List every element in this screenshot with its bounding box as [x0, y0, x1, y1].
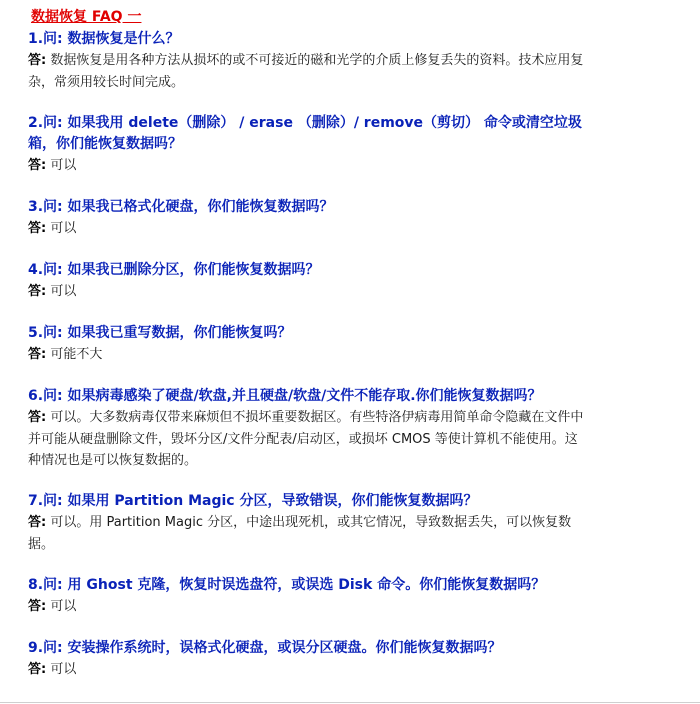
faq-item: [28, 323, 588, 366]
faq-question: 8.问: 用 Ghost 克隆，恢复时误选盘符，或误选 Disk 命令。你们能恢复数据吗？: [28, 577, 546, 593]
faq-question: 4.问: 如果我已删除分区，你们能恢复数据吗？: [28, 262, 320, 278]
faq-question: 6.问: 如果病毒感染了硬盘/软盘,并且硬盘/软盘/文件不能存取.你们能恢复数据吗？: [28, 388, 542, 404]
answer-text: 数据恢复是用各种方法从损坏的或不可接近的磁和光学的介质上修复丢失的资料。技术应用复杂，常须用较长时间完成。: [28, 53, 584, 90]
faq-question: 3.问: 如果我已格式化硬盘，你们能恢复数据吗？: [28, 199, 334, 215]
faq-item: [28, 386, 588, 472]
answer-text: 可能不大: [50, 347, 103, 362]
faq-answer: [28, 512, 588, 555]
faq-question: 7.问: 如果用 Partition Magic 分区，导致错误，你们能恢复数据吗？: [28, 493, 478, 509]
faq-answer: [28, 50, 588, 93]
faq-answer: [28, 155, 588, 177]
faq-item: [28, 260, 588, 303]
answer-prefix: 答:: [28, 515, 47, 530]
faq-answer: [28, 344, 588, 366]
answer-prefix: 答:: [28, 599, 47, 614]
answer-text: 可以: [50, 158, 77, 173]
faq-answer: [28, 596, 588, 618]
page-title: 数据恢复 FAQ 一: [31, 9, 142, 25]
answer-prefix: 答:: [28, 410, 47, 425]
answer-text: 可以: [50, 284, 77, 299]
faq-question: 2.问: 如果我用 delete（删除） / erase （删除）/ remove（剪切） 命令或清空垃圾箱，你们能恢复数据吗？: [28, 115, 582, 152]
bottom-divider: [0, 702, 700, 703]
faq-answer: [28, 407, 588, 472]
answer-prefix: 答:: [28, 158, 47, 173]
answer-prefix: 答:: [28, 53, 47, 68]
answer-prefix: 答:: [28, 221, 47, 236]
answer-text: 可以: [50, 599, 77, 614]
faq-answer: [28, 281, 588, 303]
faq-item: [28, 197, 588, 240]
faq-question: 1.问: 数据恢复是什么？: [28, 31, 180, 47]
faq-answer: [28, 659, 588, 681]
faq-question: 5.问: 如果我已重写数据，你们能恢复吗？: [28, 325, 292, 341]
answer-text: 可以: [50, 662, 77, 677]
faq-item: [28, 29, 588, 93]
faq-item: [28, 113, 588, 177]
answer-prefix: 答:: [28, 284, 47, 299]
faq-item: [28, 575, 588, 618]
answer-text: 可以。大多数病毒仅带来麻烦但不损坏重要数据区。有些特洛伊病毒用简单命令隐藏在文件中并可能从硬盘删除文件，毁坏分区/文件分配表/启动区，或损坏 CMOS 等使计算机不能使用。这种情况也是可以恢复数据的。: [28, 410, 584, 468]
faq-question: 9.问: 安装操作系统时，误格式化硬盘，或误分区硬盘。你们能恢复数据吗？: [28, 640, 502, 656]
faq-answer: [28, 218, 588, 240]
answer-prefix: 答:: [28, 662, 47, 677]
answer-text: 可以。用 Partition Magic 分区，中途出现死机，或其它情况，导致数据丢失，可以恢复数据。: [28, 515, 572, 552]
answer-prefix: 答:: [28, 347, 47, 362]
answer-text: 可以: [50, 221, 77, 236]
faq-item: [28, 638, 588, 681]
faq-item: [28, 491, 588, 555]
